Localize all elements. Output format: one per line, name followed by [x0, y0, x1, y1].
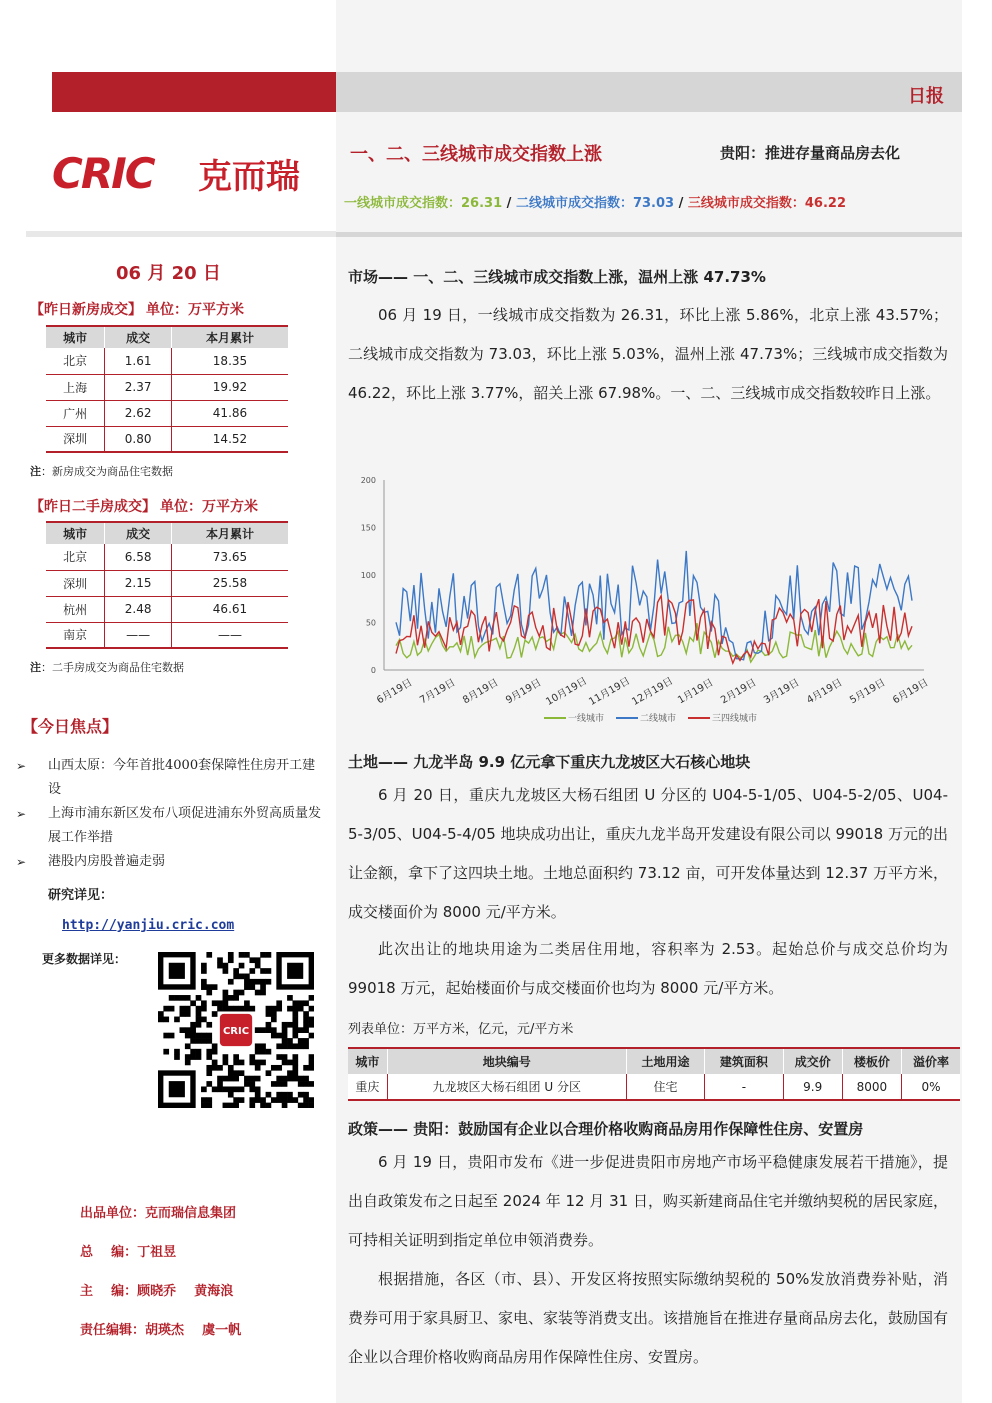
legend-label: 三四线城市	[712, 714, 758, 724]
svg-text:CRIC: CRIC	[52, 150, 154, 196]
credit-value: 丁祖昱	[137, 1245, 177, 1260]
tier2-index: 二线城市成交指数：73.03	[515, 196, 675, 211]
arrow-icon: ➢	[16, 807, 27, 821]
left-sidebar	[0, 0, 336, 1403]
table-cell: 6.58	[105, 544, 172, 570]
credit-label: 总 编：	[80, 1245, 138, 1260]
y-tick-label: 50	[365, 618, 376, 628]
policy-heading: 政策—— 贵阳：鼓励国有企业以合理价格收购商品房用作保障性住房、安置房	[348, 1120, 864, 1138]
table-cell: 北京	[46, 348, 105, 374]
y-tick-label: 0	[370, 666, 376, 675]
second-house-note	[30, 659, 184, 675]
table-cell: 73.65	[171, 544, 288, 570]
credit-label: 主 编：	[80, 1284, 138, 1299]
focus-item	[16, 754, 326, 802]
focus-item-text: 山西太原：今年首批4000套保障性住房开工建设	[48, 758, 316, 797]
table-row	[46, 348, 288, 374]
column-header: 溢价率	[902, 1048, 960, 1074]
column-header: 地块编号	[387, 1048, 626, 1074]
series-line	[396, 551, 912, 660]
separator: /	[678, 196, 684, 211]
report-date: 06 月 20 日	[116, 263, 221, 284]
legend-label: 一线城市	[568, 714, 605, 724]
headline-secondary: 贵阳：推进存量商品房去化	[720, 144, 901, 162]
legend-label: 二线城市	[640, 714, 677, 724]
column-header: 成交	[105, 522, 172, 544]
credit-label: 出品单位：	[80, 1206, 146, 1221]
focus-item-text: 上海市浦东新区发布八项促进浦东外贸高质量发展工作举措	[48, 806, 322, 845]
qr-code-icon[interactable]	[158, 952, 314, 1108]
table-cell: -	[705, 1074, 783, 1100]
table-cell: 41.86	[171, 400, 288, 426]
credit-line	[80, 1194, 241, 1233]
land-para-1: 6 月 20 日，重庆九龙坡区大杨石组团 U 分区的 U04-5-1/05、U04-5-2/05、U04-5-3/05、U04-5-4/05 地块成功出让，重庆九龙半岛开发建设有限公司以 99018 万元的出让金额，拿下了这四块土地。土地总面积约 73.12 亩，可开发体量达到 12.37 万平方米，成交楼面价为 8000 元/平方米。	[348, 786, 948, 921]
x-tick-label: 5月19日	[848, 677, 888, 707]
table-row	[46, 400, 288, 426]
research-label: 研究详见：	[48, 888, 114, 903]
second-house-title	[30, 496, 258, 516]
left-divider	[26, 231, 336, 237]
new-house-unit: 单位：万平方米	[146, 302, 244, 318]
new-house-note	[30, 463, 173, 479]
y-tick-label: 150	[360, 523, 376, 533]
new-house-title-text: 【昨日新房成交】	[30, 302, 142, 318]
credits	[80, 1194, 241, 1350]
table-cell: 19.92	[171, 374, 288, 400]
table-cell: 1.61	[105, 348, 172, 374]
column-header: 土地用途	[626, 1048, 704, 1074]
note-text: ：二手房成交为商品住宅数据	[41, 661, 184, 674]
column-header: 城市	[46, 522, 105, 544]
tier1-index: 一线城市成交指数：26.31	[344, 196, 503, 211]
table-cell: 2.48	[105, 596, 172, 622]
second-house-table	[46, 521, 288, 649]
table-cell: 重庆	[348, 1074, 387, 1100]
x-tick-label: 10月19日	[544, 675, 590, 708]
market-heading: 市场—— 一、二、三线城市成交指数上涨，温州上涨 47.73%	[348, 268, 766, 286]
focus-title: 【今日焦点】	[22, 717, 119, 736]
credit-line	[80, 1233, 241, 1272]
tier3-index: 三线城市成交指数：46.22	[687, 196, 846, 211]
table-cell: 18.35	[171, 348, 288, 374]
focus-list	[16, 754, 326, 874]
table-cell: 广州	[46, 400, 105, 426]
x-tick-label: 9月19日	[504, 677, 544, 707]
x-tick-label: 7月19日	[418, 677, 458, 707]
brand-name: 克而瑞	[198, 157, 300, 196]
table-cell: 2.15	[105, 570, 172, 596]
credit-line	[80, 1272, 241, 1311]
x-tick-label: 6月19日	[375, 677, 415, 707]
x-tick-label: 2月19日	[719, 677, 759, 707]
x-tick-label: 1月19日	[676, 677, 716, 707]
table-cell: 9.9	[783, 1074, 842, 1100]
note-text: ：新房成交为商品住宅数据	[41, 465, 173, 478]
table-cell: 2.62	[105, 400, 172, 426]
y-tick-label: 100	[360, 571, 376, 580]
focus-item-text: 港股内房股普遍走弱	[48, 854, 166, 869]
column-header: 本月累计	[171, 522, 288, 544]
headline: 一、二、三线城市成交指数上涨	[350, 144, 602, 165]
table-cell: 25.58	[171, 570, 288, 596]
land-heading: 土地—— 九龙半岛 9.9 亿元拿下重庆九龙坡区大石核心地块	[348, 753, 751, 771]
table-cell: 杭州	[46, 596, 105, 622]
credit-line	[80, 1311, 241, 1350]
x-tick-label: 3月19日	[762, 677, 802, 707]
column-header: 城市	[46, 326, 105, 348]
credit-value: 克而瑞信息集团	[145, 1206, 237, 1221]
table-cell: 住宅	[626, 1074, 704, 1100]
x-tick-label: 12月19日	[630, 675, 676, 708]
column-header: 本月累计	[171, 326, 288, 348]
column-header: 城市	[348, 1048, 387, 1074]
credit-value: 顾晓乔 黄海浪	[137, 1284, 234, 1299]
second-house-unit: 单位：万平方米	[160, 499, 258, 515]
qr-brand-text: CRIC	[222, 1025, 250, 1037]
table-cell: 14.52	[171, 426, 288, 452]
column-header: 建筑面积	[705, 1048, 783, 1074]
index-line-chart	[348, 470, 938, 730]
table-cell: 8000	[842, 1074, 901, 1100]
table-row	[46, 544, 288, 570]
table-cell: 2.37	[105, 374, 172, 400]
index-summary	[344, 192, 846, 211]
table-cell: ——	[171, 622, 288, 648]
table-cell: 46.61	[171, 596, 288, 622]
table-row	[46, 596, 288, 622]
column-header: 楼板价	[842, 1048, 901, 1074]
separator: /	[506, 196, 512, 211]
table-cell: ——	[105, 622, 172, 648]
new-house-table	[46, 325, 288, 453]
land-table	[348, 1047, 960, 1101]
cric-logo	[52, 150, 324, 196]
right-divider	[336, 232, 962, 237]
x-tick-label: 8月19日	[461, 677, 501, 707]
table-row	[46, 622, 288, 648]
table-cell: 南京	[46, 622, 105, 648]
table-cell: 深圳	[46, 426, 105, 452]
market-body: 06 月 19 日，一线城市成交指数为 26.31，环比上涨 5.86%，北京上涨 43.57%；二线城市成交指数为 73.03，环比上涨 5.03%，温州上涨 47.73%；三线城市成交指数为 46.22，环比上涨 3.77%，韶关上涨 67.98%。一、二、三线城市成交指数较昨日上涨。	[348, 306, 948, 402]
table-cell: 0.80	[105, 426, 172, 452]
more-data-label: 更多数据详见：	[42, 952, 127, 966]
table-cell: 深圳	[46, 570, 105, 596]
table-row	[46, 374, 288, 400]
table-cell: 九龙坡区大杨石组团 U 分区	[387, 1074, 626, 1100]
arrow-icon: ➢	[16, 855, 27, 869]
table-row	[348, 1074, 960, 1100]
table-row	[46, 426, 288, 452]
right-header-band	[336, 72, 962, 112]
table-cell: 上海	[46, 374, 105, 400]
x-tick-label: 6月19日	[891, 677, 931, 707]
note-label: 注	[30, 465, 41, 478]
credit-value: 胡瑛杰 虞一帆	[145, 1323, 242, 1338]
column-header: 成交价	[783, 1048, 842, 1074]
land-unit-note: 列表单位：万平方米，亿元，元/平方米	[348, 1022, 574, 1037]
focus-item	[16, 802, 326, 850]
policy-para-1: 6 月 19 日，贵阳市发布《进一步促进贵阳市房地产市场平稳健康发展若干措施》，提出自政策发布之日起至 2024 年 12 月 31 日，购买新建商品住宅并缴纳契税的居民家庭，可持相关证明到指定单位申领消费券。	[348, 1153, 948, 1249]
column-header: 成交	[105, 326, 172, 348]
y-tick-label: 200	[360, 476, 376, 485]
table-row	[46, 570, 288, 596]
arrow-icon: ➢	[16, 759, 27, 773]
daily-label: 日报	[908, 86, 944, 107]
second-house-title-text: 【昨日二手房成交】	[30, 499, 156, 515]
research-link[interactable]: http://yanjiu.cric.com	[62, 918, 235, 933]
table-cell: 北京	[46, 544, 105, 570]
focus-item	[16, 850, 326, 874]
credit-label: 责任编辑：	[80, 1323, 146, 1338]
new-house-title	[30, 299, 244, 319]
note-label: 注	[30, 661, 41, 674]
land-para-2: 此次出让的地块用途为二类居住用地，容积率为 2.53。起始总价与成交总价均为 99018 万元，起始楼面价与成交楼面价也均为 8000 元/平方米。	[348, 940, 948, 997]
table-cell: 0%	[902, 1074, 960, 1100]
policy-para-2: 根据措施，各区（市、县）、开发区将按照实际缴纳契税的 50%发放消费券补贴，消费券可用于家具厨卫、家电、家装等消费支出。该措施旨在推进存量商品房去化，鼓励国有企业以合理价格收购商品房用作保障性住房、安置房。	[348, 1270, 949, 1366]
left-header-band	[52, 72, 336, 112]
x-tick-label: 4月19日	[805, 677, 845, 707]
x-tick-label: 11月19日	[587, 675, 633, 708]
